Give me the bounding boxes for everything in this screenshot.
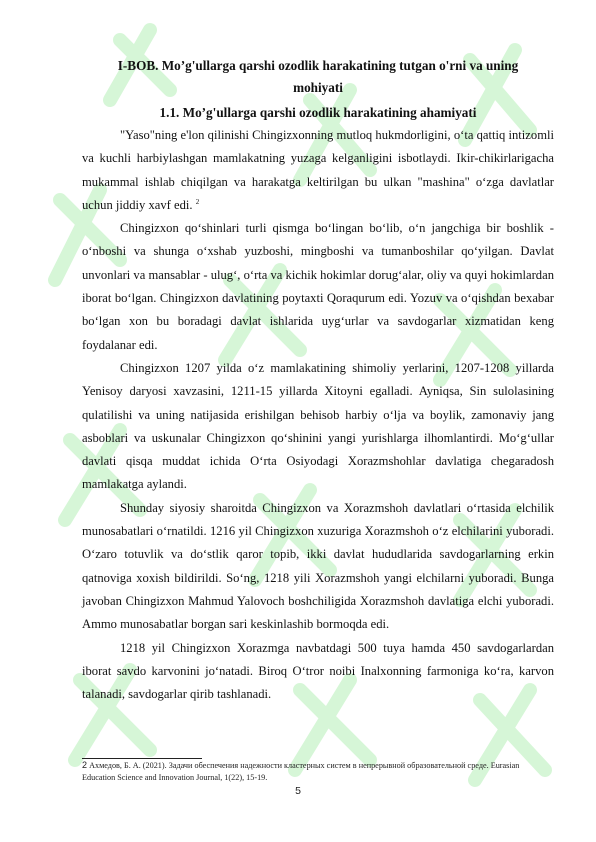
paragraph-text: "Yaso"ning e'lon qilinishi Chingizxonning mutloq hukmdorligini, o‘ta qattiq intizomli va kuchli harbiylashgan mamlakatning yuzaga kelganligini isbotlaydi. Ikir-chikirlarigacha mukammal ishlab chiqilgan va harakatga keltirilgan bu ulkan "mashina" o‘zga davlatlar uchun jiddiy xavf edi. bbox=[82, 128, 554, 212]
chapter-title bbox=[82, 55, 554, 99]
paragraph: Chingizxon qo‘shinlari turli qismga bo‘lingan bo‘lib, o‘n jangchiga bir boshlik - o‘nboshi va shunga o‘xshab yuzboshi, mingboshi va tumanboshilar qo‘yilgan. Davlat unvonlari va mansablar - ulug‘, o‘rta va kichik hokimlar dorug‘alar, oliy va quyi hokimlardan iborat bo‘lgan. Chingizxon davlatining poytaxti Qoraqurum edi. Yozuv va o‘qishdan bexabar bo‘lgan xon bu boradagi davlat ishlarida uyg‘urlar va savdogarlar xizmatidan keng foydalanar edi. bbox=[82, 221, 554, 352]
paragraph: 1218 yil Chingizxon Xorazmga navbatdagi 500 tuya hamda 450 savdogarlardan iborat savdo karvonini jo‘natadi. Biroq O‘tror noibi Inalxonning farmoniga ko‘ra, karvon talanadi, savdogarlar qirib tashlanadi. bbox=[82, 640, 554, 702]
paragraph bbox=[82, 124, 554, 217]
footnote-divider bbox=[82, 758, 202, 759]
footnote-number: 2 bbox=[82, 760, 88, 770]
page-number: 5 bbox=[295, 785, 301, 797]
chapter-title-line1: I-BOB. Mo’g'ullarga qarshi ozodlik harakatining tutgan o'rni va uning bbox=[117, 58, 519, 73]
footnote-text: Ахмедов, Б. А. (2021). Задачи обеспечения надежности кластерных систем в непрерывной образовательной среде. Eurasian Education Science and Innovation Journal, 1(22), 15-19. bbox=[82, 761, 520, 782]
paragraph: Chingizxon 1207 yilda o‘z mamlakatining shimoliy yerlarini, 1207-1208 yillarda Yenisoy daryosi xavzasini, 1211-15 yillarda Xitoyni egalladi. Ayniqsa, Sin sulolasining qulatilishi va uning natijasida erishilgan behisob harbiy o‘lja va boylik, zamonaviy jang asboblari va uskunalar Chingizxon qo‘shinini yangi yurishlarga ilhomlantirdi. Mo‘g‘ullar davlati qisqa muddat ichida O‘rta Osiyodagi Xorazmshohlar davlatiga chegaradosh mamlakatga aylandi. bbox=[82, 360, 554, 492]
chapter-title-line2: mohiyati bbox=[293, 80, 343, 95]
footnote bbox=[82, 760, 554, 783]
section-title: 1.1. Mo’g'ullarga qarshi ozodlik harakatining ahamiyati bbox=[159, 105, 477, 120]
document-body bbox=[82, 55, 554, 706]
footnote-reference[interactable]: 2 bbox=[195, 197, 200, 206]
paragraph: Shunday siyosiy sharoitda Chingizxon va Xorazmshoh davlatlari o‘rtasida elchilik munosabatlari o‘rnatildi. 1216 yil Chingizxon xuzuriga Xorazmshoh o‘z elchilarini yuboradi. O‘zaro totuvlik va do‘stlik qaror topib, ikki davlat hududlarida savdogarlarning erkin qatnoviga xoxish bildirildi. So‘ng, 1218 yili Xorazmshoh yangi elchilarni yuboradi. Bunga javoban Chingizxon Mahmud Yalovoch boshchiligida Xorazmshoh davlatiga elchi yuboradi. Ammo munosabatlar borgan sari keskinlashib bormoqda edi. bbox=[82, 500, 554, 632]
